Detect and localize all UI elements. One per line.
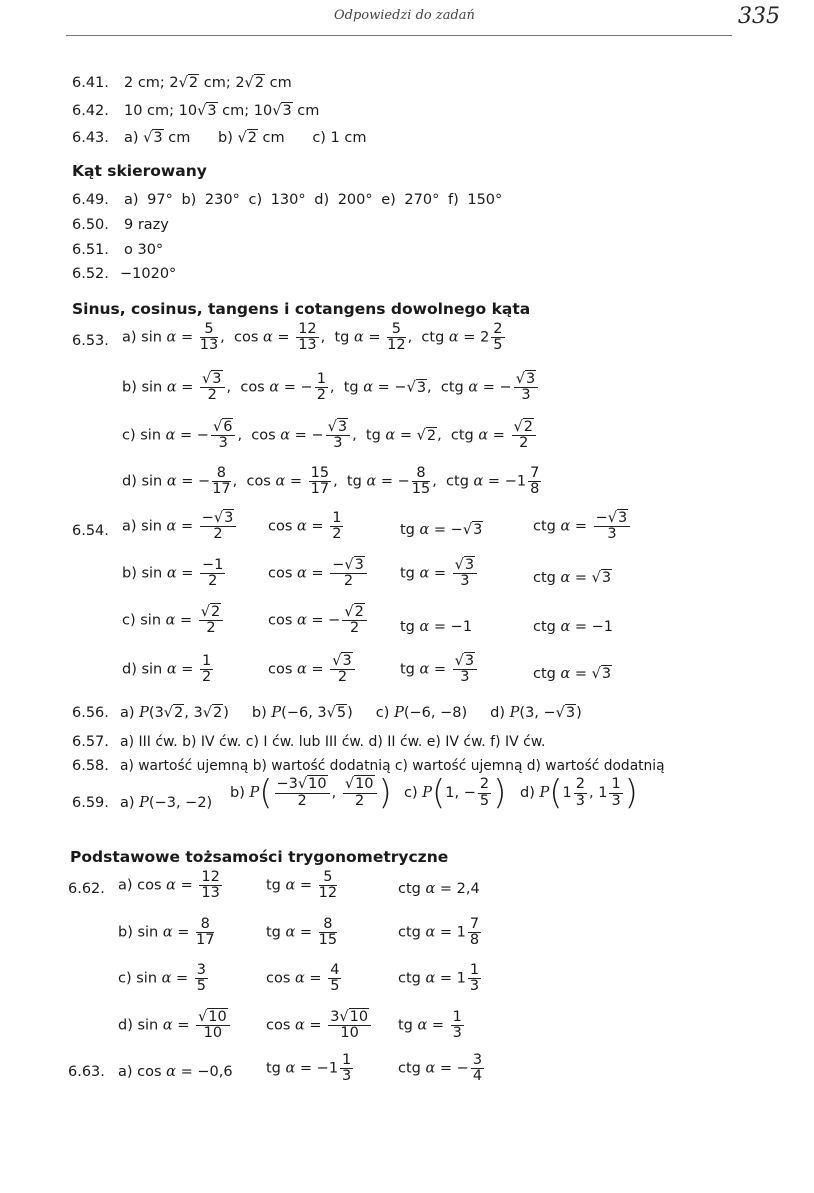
problem-number: 6.43.	[72, 130, 109, 146]
problem-number: 6.49.	[72, 192, 109, 208]
answer-6-51: o 30°	[124, 242, 164, 258]
answer-6-56: a) P(3√2, 3√2) b) P(−6, 3√5) c) P(−6, −8) d) P(3, −√3)	[120, 705, 582, 721]
answer-6-54a-sin: a) sin α = $\frac{-√3}{2}$	[122, 511, 238, 542]
answer-6-52: −1020°	[120, 266, 177, 282]
answer-6-54d-tg: tg α = $\frac{√3}{3}$	[400, 654, 479, 685]
answer-6-58: a) wartość ujemną b) wartość dodatnią c) wartość ujemną d) wartość dodatnią	[120, 758, 665, 774]
answer-6-62d-sin: d) sin α = $\frac{√10}{10}$	[118, 1010, 232, 1041]
answer-6-54a-tg: tg α = −√3	[400, 522, 483, 538]
answer-6-43: a) √3 cm b) √2 cm c) 1 cm	[124, 130, 367, 146]
running-header: Odpowiedzi do zadań	[334, 8, 475, 23]
answer-6-62a-ctg: ctg α = 2,4	[398, 881, 480, 897]
answer-6-54b-cos: cos α = $\frac{-√3}{2}$	[268, 558, 369, 589]
answer-6-63a-tg: tg α = −1 $\frac{1}{3}$	[266, 1052, 352, 1085]
answer-6-62a-cos: a) cos α = $\frac{12}{13}$	[118, 869, 220, 902]
answer-6-54b-ctg: ctg α = √3	[533, 570, 612, 586]
answer-6-54c-sin: c) sin α = $\frac{√2}{2}$	[122, 605, 225, 636]
answer-6-41: 2 cm; 2√2 cm; 2√2 cm	[124, 75, 292, 91]
answer-6-59a: a) P(−3, −2)	[120, 795, 213, 811]
answer-6-59b: b) P( $\frac{-3√10}{2}$ , $\frac{√10}{2}$ )	[230, 773, 392, 813]
answer-6-53d: d) sin α = − $\frac{8}{17}$ , cos α = $\frac{15}{17}$ , tg α = − $\frac{8}{15}$ , ctg α = −1 $\frac{7}{8}$	[122, 465, 540, 498]
answer-6-54c-ctg: ctg α = −1	[533, 619, 614, 635]
section-title: Kąt skierowany	[72, 162, 207, 180]
answer-6-57: a) III ćw. b) IV ćw. c) I ćw. lub III ćw. d) II ćw. e) IV ćw. f) IV ćw.	[120, 734, 546, 750]
answer-6-54d-sin: d) sin α = $\frac{1}{2}$	[122, 653, 212, 686]
answer-6-62c-sin: c) sin α = $\frac{3}{5}$	[118, 962, 207, 995]
answer-6-53c: c) sin α = − $\frac{√6}{3}$ , cos α = − $\frac{√3}{3}$ , tg α = √2, ctg α = $\frac{√2}{2}$	[122, 420, 538, 451]
answer-6-54c-tg: tg α = −1	[400, 619, 473, 635]
problem-number: 6.51.	[72, 242, 109, 258]
problem-number: 6.62.	[68, 881, 105, 897]
answer-6-59d: d) P(1 $\frac{2}{3}$ , 1 $\frac{1}{3}$ )	[520, 773, 638, 813]
answer-6-62d-tg: tg α = $\frac{1}{3}$	[398, 1009, 462, 1042]
answer-6-62b-tg: tg α = $\frac{8}{15}$	[266, 916, 338, 949]
answer-6-54c-cos: cos α = − $\frac{√2}{2}$	[268, 605, 369, 636]
problem-number: 6.53.	[72, 333, 109, 349]
answer-6-54d-cos: cos α = $\frac{√3}{2}$	[268, 654, 357, 685]
answer-6-62c-ctg: ctg α = 1 $\frac{1}{3}$	[398, 962, 480, 995]
answer-6-62a-tg: tg α = $\frac{5}{12}$	[266, 869, 338, 902]
problem-number: 6.52.	[72, 266, 109, 282]
problem-number: 6.42.	[72, 103, 109, 119]
answer-6-54d-ctg: ctg α = √3	[533, 666, 612, 682]
answer-6-62c-cos: cos α = $\frac{4}{5}$	[266, 962, 340, 995]
answer-6-63a-ctg: ctg α = − $\frac{3}{4}$	[398, 1052, 483, 1085]
problem-number: 6.57.	[72, 734, 109, 750]
section-title: Podstawowe tożsamości trygonometryczne	[70, 848, 449, 866]
answer-6-54a-ctg: ctg α = $\frac{-√3}{3}$	[533, 511, 632, 542]
problem-number: 6.56.	[72, 705, 109, 721]
problem-number: 6.58.	[72, 758, 109, 774]
answer-6-62b-ctg: ctg α = 1 $\frac{7}{8}$	[398, 916, 480, 949]
answer-6-53a: a) sin α = $\frac{5}{13}$ , cos α = $\frac{12}{13}$ , tg α = $\frac{5}{12}$ , ctg α = 2 $\frac{2}{5}$	[122, 321, 503, 354]
answer-6-59c: c) P(1, − $\frac{2}{5}$ )	[404, 773, 507, 813]
answer-6-50: 9 razy	[124, 217, 169, 233]
section-title: Sinus, cosinus, tangens i cotangens dowolnego kąta	[72, 300, 531, 318]
problem-number: 6.59.	[72, 795, 109, 811]
answer-6-53b: b) sin α = $\frac{√3}{2}$ , cos α = − $\frac{1}{2}$ , tg α = −√3, ctg α = − $\frac{√3}{3}$	[122, 372, 540, 403]
answer-6-63a-cos: a) cos α = −0,6	[118, 1064, 233, 1080]
problem-number: 6.63.	[68, 1064, 105, 1080]
answer-6-42: 10 cm; 10√3 cm; 10√3 cm	[124, 103, 320, 119]
answer-6-54b-tg: tg α = $\frac{√3}{3}$	[400, 558, 479, 589]
answer-6-62d-cos: cos α = $\frac{3√10}{10}$	[266, 1010, 373, 1041]
problem-number: 6.41.	[72, 75, 109, 91]
problem-number: 6.50.	[72, 217, 109, 233]
problem-number: 6.54.	[72, 523, 109, 539]
header-rule	[66, 35, 732, 36]
answer-6-54a-cos: cos α = $\frac{1}{2}$	[268, 510, 342, 543]
answer-6-54b-sin: b) sin α = $\frac{-1}{2}$	[122, 557, 224, 590]
answer-6-49: a) 97° b) 230° c) 130° d) 200° e) 270° f) 150°	[124, 192, 503, 208]
page-number: 335	[738, 4, 780, 29]
answer-6-62b-sin: b) sin α = $\frac{8}{17}$	[118, 916, 215, 949]
